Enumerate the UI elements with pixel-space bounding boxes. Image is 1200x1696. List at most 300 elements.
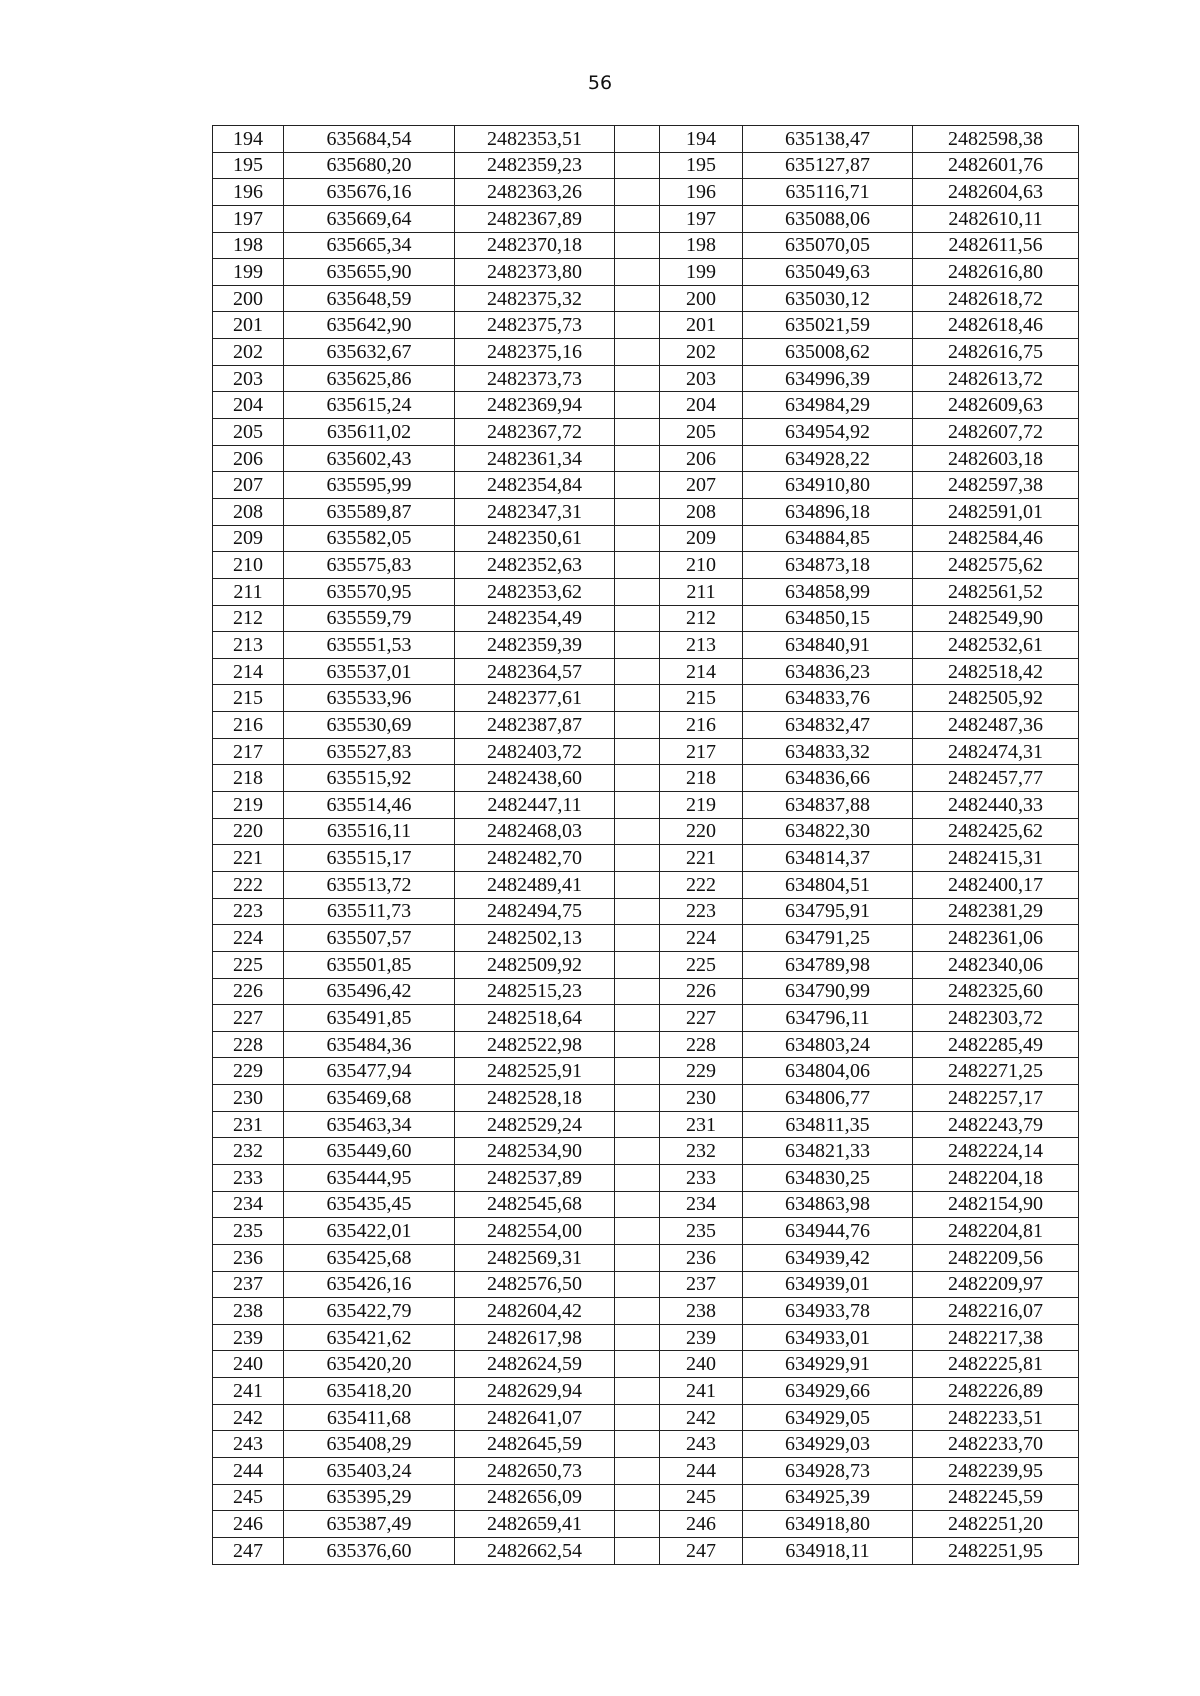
left-point-number-cell: 217 [213, 738, 284, 765]
left-point-number-cell: 221 [213, 845, 284, 872]
right-y-coordinate-cell: 2482613,72 [913, 365, 1079, 392]
left-point-number-cell: 209 [213, 525, 284, 552]
left-y-coordinate-cell: 2482369,94 [455, 392, 615, 419]
left-y-coordinate-cell: 2482554,00 [455, 1218, 615, 1245]
table-row [213, 392, 1079, 419]
right-x-coordinate-cell: 634789,98 [743, 951, 913, 978]
left-x-coordinate-cell: 635425,68 [284, 1244, 455, 1271]
right-x-coordinate-cell: 635008,62 [743, 339, 913, 366]
left-x-coordinate-cell: 635595,99 [284, 472, 455, 499]
left-x-coordinate-cell: 635422,01 [284, 1218, 455, 1245]
left-x-coordinate-cell: 635418,20 [284, 1378, 455, 1405]
left-point-number-cell: 232 [213, 1138, 284, 1165]
left-x-coordinate-cell: 635648,59 [284, 285, 455, 312]
left-point-number-cell: 195 [213, 152, 284, 179]
table-row [213, 605, 1079, 632]
right-x-coordinate-cell: 634806,77 [743, 1085, 913, 1112]
right-x-coordinate-cell: 634929,05 [743, 1404, 913, 1431]
separator-cell [615, 1511, 660, 1538]
left-point-number-cell: 213 [213, 632, 284, 659]
table-row [213, 1484, 1079, 1511]
left-x-coordinate-cell: 635669,64 [284, 205, 455, 232]
table-row [213, 126, 1079, 153]
right-point-number-cell: 246 [660, 1511, 743, 1538]
left-y-coordinate-cell: 2482364,57 [455, 658, 615, 685]
table-row [213, 1298, 1079, 1325]
right-point-number-cell: 245 [660, 1484, 743, 1511]
right-x-coordinate-cell: 634830,25 [743, 1164, 913, 1191]
left-point-number-cell: 211 [213, 578, 284, 605]
right-y-coordinate-cell: 2482549,90 [913, 605, 1079, 632]
table-row [213, 445, 1079, 472]
right-x-coordinate-cell: 634863,98 [743, 1191, 913, 1218]
separator-cell [615, 765, 660, 792]
table-row [213, 1164, 1079, 1191]
left-point-number-cell: 208 [213, 498, 284, 525]
separator-cell [615, 605, 660, 632]
separator-cell [615, 1351, 660, 1378]
separator-cell [615, 525, 660, 552]
separator-cell [615, 951, 660, 978]
right-point-number-cell: 230 [660, 1085, 743, 1112]
right-x-coordinate-cell: 634929,03 [743, 1431, 913, 1458]
separator-cell [615, 792, 660, 819]
separator-cell [615, 845, 660, 872]
right-point-number-cell: 202 [660, 339, 743, 366]
right-y-coordinate-cell: 2482245,59 [913, 1484, 1079, 1511]
separator-cell [615, 1244, 660, 1271]
separator-cell [615, 1431, 660, 1458]
right-y-coordinate-cell: 2482361,06 [913, 925, 1079, 952]
left-y-coordinate-cell: 2482569,31 [455, 1244, 615, 1271]
right-point-number-cell: 233 [660, 1164, 743, 1191]
left-point-number-cell: 242 [213, 1404, 284, 1431]
left-y-coordinate-cell: 2482353,62 [455, 578, 615, 605]
left-point-number-cell: 215 [213, 685, 284, 712]
right-point-number-cell: 223 [660, 898, 743, 925]
left-x-coordinate-cell: 635665,34 [284, 232, 455, 259]
right-point-number-cell: 221 [660, 845, 743, 872]
table-row [213, 472, 1079, 499]
table-row [213, 552, 1079, 579]
separator-cell [615, 472, 660, 499]
right-y-coordinate-cell: 2482604,63 [913, 179, 1079, 206]
separator-cell [615, 1085, 660, 1112]
right-y-coordinate-cell: 2482216,07 [913, 1298, 1079, 1325]
left-y-coordinate-cell: 2482373,73 [455, 365, 615, 392]
left-y-coordinate-cell: 2482529,24 [455, 1111, 615, 1138]
right-point-number-cell: 195 [660, 152, 743, 179]
table-row [213, 419, 1079, 446]
table-row [213, 871, 1079, 898]
right-y-coordinate-cell: 2482226,89 [913, 1378, 1079, 1405]
left-y-coordinate-cell: 2482359,23 [455, 152, 615, 179]
left-point-number-cell: 203 [213, 365, 284, 392]
right-point-number-cell: 226 [660, 978, 743, 1005]
right-y-coordinate-cell: 2482609,63 [913, 392, 1079, 419]
right-x-coordinate-cell: 634929,66 [743, 1378, 913, 1405]
left-x-coordinate-cell: 635515,17 [284, 845, 455, 872]
separator-cell [615, 552, 660, 579]
left-x-coordinate-cell: 635575,83 [284, 552, 455, 579]
left-point-number-cell: 222 [213, 871, 284, 898]
table-row [213, 1085, 1079, 1112]
right-y-coordinate-cell: 2482233,51 [913, 1404, 1079, 1431]
table-row [213, 792, 1079, 819]
table-row [213, 1511, 1079, 1538]
table-row [213, 1005, 1079, 1032]
separator-cell [615, 632, 660, 659]
right-point-number-cell: 196 [660, 179, 743, 206]
right-y-coordinate-cell: 2482243,79 [913, 1111, 1079, 1138]
left-y-coordinate-cell: 2482624,59 [455, 1351, 615, 1378]
right-point-number-cell: 243 [660, 1431, 743, 1458]
left-point-number-cell: 201 [213, 312, 284, 339]
right-y-coordinate-cell: 2482603,18 [913, 445, 1079, 472]
right-x-coordinate-cell: 634858,99 [743, 578, 913, 605]
right-x-coordinate-cell: 634836,66 [743, 765, 913, 792]
right-x-coordinate-cell: 635088,06 [743, 205, 913, 232]
separator-cell [615, 1164, 660, 1191]
right-point-number-cell: 229 [660, 1058, 743, 1085]
right-point-number-cell: 217 [660, 738, 743, 765]
right-y-coordinate-cell: 2482209,97 [913, 1271, 1079, 1298]
left-point-number-cell: 207 [213, 472, 284, 499]
left-point-number-cell: 219 [213, 792, 284, 819]
right-point-number-cell: 228 [660, 1031, 743, 1058]
right-point-number-cell: 242 [660, 1404, 743, 1431]
right-point-number-cell: 237 [660, 1271, 743, 1298]
right-x-coordinate-cell: 634996,39 [743, 365, 913, 392]
left-x-coordinate-cell: 635513,72 [284, 871, 455, 898]
left-y-coordinate-cell: 2482645,59 [455, 1431, 615, 1458]
right-y-coordinate-cell: 2482616,75 [913, 339, 1079, 366]
left-y-coordinate-cell: 2482375,16 [455, 339, 615, 366]
table-row [213, 525, 1079, 552]
right-y-coordinate-cell: 2482425,62 [913, 818, 1079, 845]
right-y-coordinate-cell: 2482518,42 [913, 658, 1079, 685]
right-x-coordinate-cell: 634833,32 [743, 738, 913, 765]
left-point-number-cell: 227 [213, 1005, 284, 1032]
left-point-number-cell: 199 [213, 259, 284, 286]
left-point-number-cell: 196 [213, 179, 284, 206]
right-x-coordinate-cell: 634811,35 [743, 1111, 913, 1138]
left-point-number-cell: 231 [213, 1111, 284, 1138]
left-y-coordinate-cell: 2482545,68 [455, 1191, 615, 1218]
separator-cell [615, 285, 660, 312]
left-point-number-cell: 228 [213, 1031, 284, 1058]
table-row [213, 1058, 1079, 1085]
coordinates-table [212, 125, 1079, 1565]
right-point-number-cell: 240 [660, 1351, 743, 1378]
left-y-coordinate-cell: 2482377,61 [455, 685, 615, 712]
left-point-number-cell: 239 [213, 1324, 284, 1351]
right-x-coordinate-cell: 634954,92 [743, 419, 913, 446]
right-x-coordinate-cell: 634833,76 [743, 685, 913, 712]
right-x-coordinate-cell: 634803,24 [743, 1031, 913, 1058]
right-point-number-cell: 206 [660, 445, 743, 472]
left-y-coordinate-cell: 2482522,98 [455, 1031, 615, 1058]
left-point-number-cell: 243 [213, 1431, 284, 1458]
left-y-coordinate-cell: 2482352,63 [455, 552, 615, 579]
right-x-coordinate-cell: 634814,37 [743, 845, 913, 872]
left-y-coordinate-cell: 2482494,75 [455, 898, 615, 925]
right-point-number-cell: 212 [660, 605, 743, 632]
table-row [213, 898, 1079, 925]
table-row [213, 152, 1079, 179]
left-y-coordinate-cell: 2482576,50 [455, 1271, 615, 1298]
separator-cell [615, 1537, 660, 1564]
right-x-coordinate-cell: 634896,18 [743, 498, 913, 525]
separator-cell [615, 365, 660, 392]
table-row [213, 312, 1079, 339]
separator-cell [615, 232, 660, 259]
left-y-coordinate-cell: 2482347,31 [455, 498, 615, 525]
separator-cell [615, 738, 660, 765]
right-y-coordinate-cell: 2482474,31 [913, 738, 1079, 765]
right-x-coordinate-cell: 634918,11 [743, 1537, 913, 1564]
right-x-coordinate-cell: 634928,73 [743, 1458, 913, 1485]
left-point-number-cell: 194 [213, 126, 284, 153]
right-x-coordinate-cell: 634791,25 [743, 925, 913, 952]
right-point-number-cell: 209 [660, 525, 743, 552]
right-y-coordinate-cell: 2482325,60 [913, 978, 1079, 1005]
separator-cell [615, 712, 660, 739]
left-x-coordinate-cell: 635602,43 [284, 445, 455, 472]
right-y-coordinate-cell: 2482251,95 [913, 1537, 1079, 1564]
right-x-coordinate-cell: 634910,80 [743, 472, 913, 499]
right-x-coordinate-cell: 634804,06 [743, 1058, 913, 1085]
left-x-coordinate-cell: 635387,49 [284, 1511, 455, 1538]
table-row [213, 578, 1079, 605]
table-row [213, 765, 1079, 792]
table-row [213, 205, 1079, 232]
right-x-coordinate-cell: 634939,42 [743, 1244, 913, 1271]
left-y-coordinate-cell: 2482656,09 [455, 1484, 615, 1511]
right-x-coordinate-cell: 635127,87 [743, 152, 913, 179]
left-y-coordinate-cell: 2482367,72 [455, 419, 615, 446]
right-y-coordinate-cell: 2482225,81 [913, 1351, 1079, 1378]
left-x-coordinate-cell: 635611,02 [284, 419, 455, 446]
separator-cell [615, 871, 660, 898]
left-point-number-cell: 226 [213, 978, 284, 1005]
right-point-number-cell: 205 [660, 419, 743, 446]
right-x-coordinate-cell: 634840,91 [743, 632, 913, 659]
table-row [213, 1378, 1079, 1405]
table-row [213, 925, 1079, 952]
right-point-number-cell: 236 [660, 1244, 743, 1271]
table-row [213, 1431, 1079, 1458]
left-point-number-cell: 214 [213, 658, 284, 685]
left-y-coordinate-cell: 2482367,89 [455, 205, 615, 232]
right-point-number-cell: 215 [660, 685, 743, 712]
right-point-number-cell: 199 [660, 259, 743, 286]
right-y-coordinate-cell: 2482233,70 [913, 1431, 1079, 1458]
left-y-coordinate-cell: 2482534,90 [455, 1138, 615, 1165]
table-row [213, 1271, 1079, 1298]
left-point-number-cell: 200 [213, 285, 284, 312]
right-y-coordinate-cell: 2482591,01 [913, 498, 1079, 525]
left-x-coordinate-cell: 635421,62 [284, 1324, 455, 1351]
right-point-number-cell: 241 [660, 1378, 743, 1405]
left-y-coordinate-cell: 2482353,51 [455, 126, 615, 153]
left-x-coordinate-cell: 635551,53 [284, 632, 455, 659]
right-y-coordinate-cell: 2482257,17 [913, 1085, 1079, 1112]
left-y-coordinate-cell: 2482515,23 [455, 978, 615, 1005]
separator-cell [615, 1058, 660, 1085]
left-y-coordinate-cell: 2482659,41 [455, 1511, 615, 1538]
right-point-number-cell: 207 [660, 472, 743, 499]
separator-cell [615, 419, 660, 446]
right-y-coordinate-cell: 2482575,62 [913, 552, 1079, 579]
right-point-number-cell: 208 [660, 498, 743, 525]
left-y-coordinate-cell: 2482528,18 [455, 1085, 615, 1112]
left-y-coordinate-cell: 2482375,73 [455, 312, 615, 339]
right-y-coordinate-cell: 2482204,81 [913, 1218, 1079, 1245]
left-y-coordinate-cell: 2482525,91 [455, 1058, 615, 1085]
separator-cell [615, 259, 660, 286]
right-x-coordinate-cell: 634928,22 [743, 445, 913, 472]
left-point-number-cell: 197 [213, 205, 284, 232]
left-y-coordinate-cell: 2482482,70 [455, 845, 615, 872]
table-row [213, 1244, 1079, 1271]
right-y-coordinate-cell: 2482251,20 [913, 1511, 1079, 1538]
separator-cell [615, 658, 660, 685]
right-x-coordinate-cell: 634837,88 [743, 792, 913, 819]
separator-cell [615, 1111, 660, 1138]
left-y-coordinate-cell: 2482468,03 [455, 818, 615, 845]
separator-cell [615, 1191, 660, 1218]
left-x-coordinate-cell: 635527,83 [284, 738, 455, 765]
right-y-coordinate-cell: 2482601,76 [913, 152, 1079, 179]
left-x-coordinate-cell: 635570,95 [284, 578, 455, 605]
right-y-coordinate-cell: 2482607,72 [913, 419, 1079, 446]
left-x-coordinate-cell: 635463,34 [284, 1111, 455, 1138]
right-point-number-cell: 211 [660, 578, 743, 605]
left-y-coordinate-cell: 2482403,72 [455, 738, 615, 765]
left-point-number-cell: 233 [213, 1164, 284, 1191]
right-y-coordinate-cell: 2482400,17 [913, 871, 1079, 898]
left-x-coordinate-cell: 635469,68 [284, 1085, 455, 1112]
right-y-coordinate-cell: 2482532,61 [913, 632, 1079, 659]
right-x-coordinate-cell: 634795,91 [743, 898, 913, 925]
right-y-coordinate-cell: 2482204,18 [913, 1164, 1079, 1191]
right-y-coordinate-cell: 2482285,49 [913, 1031, 1079, 1058]
left-x-coordinate-cell: 635449,60 [284, 1138, 455, 1165]
left-point-number-cell: 240 [213, 1351, 284, 1378]
right-point-number-cell: 235 [660, 1218, 743, 1245]
left-x-coordinate-cell: 635530,69 [284, 712, 455, 739]
separator-cell [615, 1458, 660, 1485]
right-x-coordinate-cell: 634832,47 [743, 712, 913, 739]
coordinates-table-body [213, 126, 1079, 1565]
right-point-number-cell: 213 [660, 632, 743, 659]
left-x-coordinate-cell: 635426,16 [284, 1271, 455, 1298]
right-y-coordinate-cell: 2482618,46 [913, 312, 1079, 339]
left-point-number-cell: 230 [213, 1085, 284, 1112]
left-point-number-cell: 216 [213, 712, 284, 739]
separator-cell [615, 925, 660, 952]
right-point-number-cell: 218 [660, 765, 743, 792]
left-y-coordinate-cell: 2482350,61 [455, 525, 615, 552]
left-x-coordinate-cell: 635615,24 [284, 392, 455, 419]
right-x-coordinate-cell: 634822,30 [743, 818, 913, 845]
left-x-coordinate-cell: 635537,01 [284, 658, 455, 685]
left-point-number-cell: 235 [213, 1218, 284, 1245]
left-x-coordinate-cell: 635477,94 [284, 1058, 455, 1085]
separator-cell [615, 1138, 660, 1165]
left-point-number-cell: 237 [213, 1271, 284, 1298]
table-row [213, 232, 1079, 259]
right-y-coordinate-cell: 2482616,80 [913, 259, 1079, 286]
right-y-coordinate-cell: 2482487,36 [913, 712, 1079, 739]
right-y-coordinate-cell: 2482561,52 [913, 578, 1079, 605]
right-x-coordinate-cell: 635070,05 [743, 232, 913, 259]
right-x-coordinate-cell: 634796,11 [743, 1005, 913, 1032]
left-y-coordinate-cell: 2482617,98 [455, 1324, 615, 1351]
right-point-number-cell: 247 [660, 1537, 743, 1564]
left-x-coordinate-cell: 635514,46 [284, 792, 455, 819]
left-point-number-cell: 245 [213, 1484, 284, 1511]
left-point-number-cell: 236 [213, 1244, 284, 1271]
table-row [213, 259, 1079, 286]
left-point-number-cell: 210 [213, 552, 284, 579]
right-y-coordinate-cell: 2482340,06 [913, 951, 1079, 978]
right-y-coordinate-cell: 2482381,29 [913, 898, 1079, 925]
right-y-coordinate-cell: 2482415,31 [913, 845, 1079, 872]
right-x-coordinate-cell: 634933,01 [743, 1324, 913, 1351]
left-x-coordinate-cell: 635516,11 [284, 818, 455, 845]
left-x-coordinate-cell: 635582,05 [284, 525, 455, 552]
separator-cell [615, 1218, 660, 1245]
left-y-coordinate-cell: 2482662,54 [455, 1537, 615, 1564]
table-row [213, 339, 1079, 366]
right-x-coordinate-cell: 634804,51 [743, 871, 913, 898]
right-point-number-cell: 231 [660, 1111, 743, 1138]
right-y-coordinate-cell: 2482618,72 [913, 285, 1079, 312]
right-x-coordinate-cell: 635116,71 [743, 179, 913, 206]
right-y-coordinate-cell: 2482154,90 [913, 1191, 1079, 1218]
right-x-coordinate-cell: 634929,91 [743, 1351, 913, 1378]
right-x-coordinate-cell: 635030,12 [743, 285, 913, 312]
left-x-coordinate-cell: 635632,67 [284, 339, 455, 366]
left-x-coordinate-cell: 635676,16 [284, 179, 455, 206]
left-y-coordinate-cell: 2482489,41 [455, 871, 615, 898]
separator-cell [615, 126, 660, 153]
left-x-coordinate-cell: 635403,24 [284, 1458, 455, 1485]
separator-cell [615, 1298, 660, 1325]
separator-cell [615, 978, 660, 1005]
table-row [213, 1404, 1079, 1431]
separator-cell [615, 1031, 660, 1058]
left-x-coordinate-cell: 635680,20 [284, 152, 455, 179]
separator-cell [615, 498, 660, 525]
left-y-coordinate-cell: 2482447,11 [455, 792, 615, 819]
left-x-coordinate-cell: 635420,20 [284, 1351, 455, 1378]
right-point-number-cell: 201 [660, 312, 743, 339]
left-point-number-cell: 246 [213, 1511, 284, 1538]
left-y-coordinate-cell: 2482361,34 [455, 445, 615, 472]
table-row [213, 1324, 1079, 1351]
separator-cell [615, 818, 660, 845]
right-point-number-cell: 219 [660, 792, 743, 819]
right-y-coordinate-cell: 2482440,33 [913, 792, 1079, 819]
left-point-number-cell: 220 [213, 818, 284, 845]
table-row [213, 951, 1079, 978]
left-x-coordinate-cell: 635435,45 [284, 1191, 455, 1218]
left-point-number-cell: 234 [213, 1191, 284, 1218]
separator-cell [615, 1005, 660, 1032]
